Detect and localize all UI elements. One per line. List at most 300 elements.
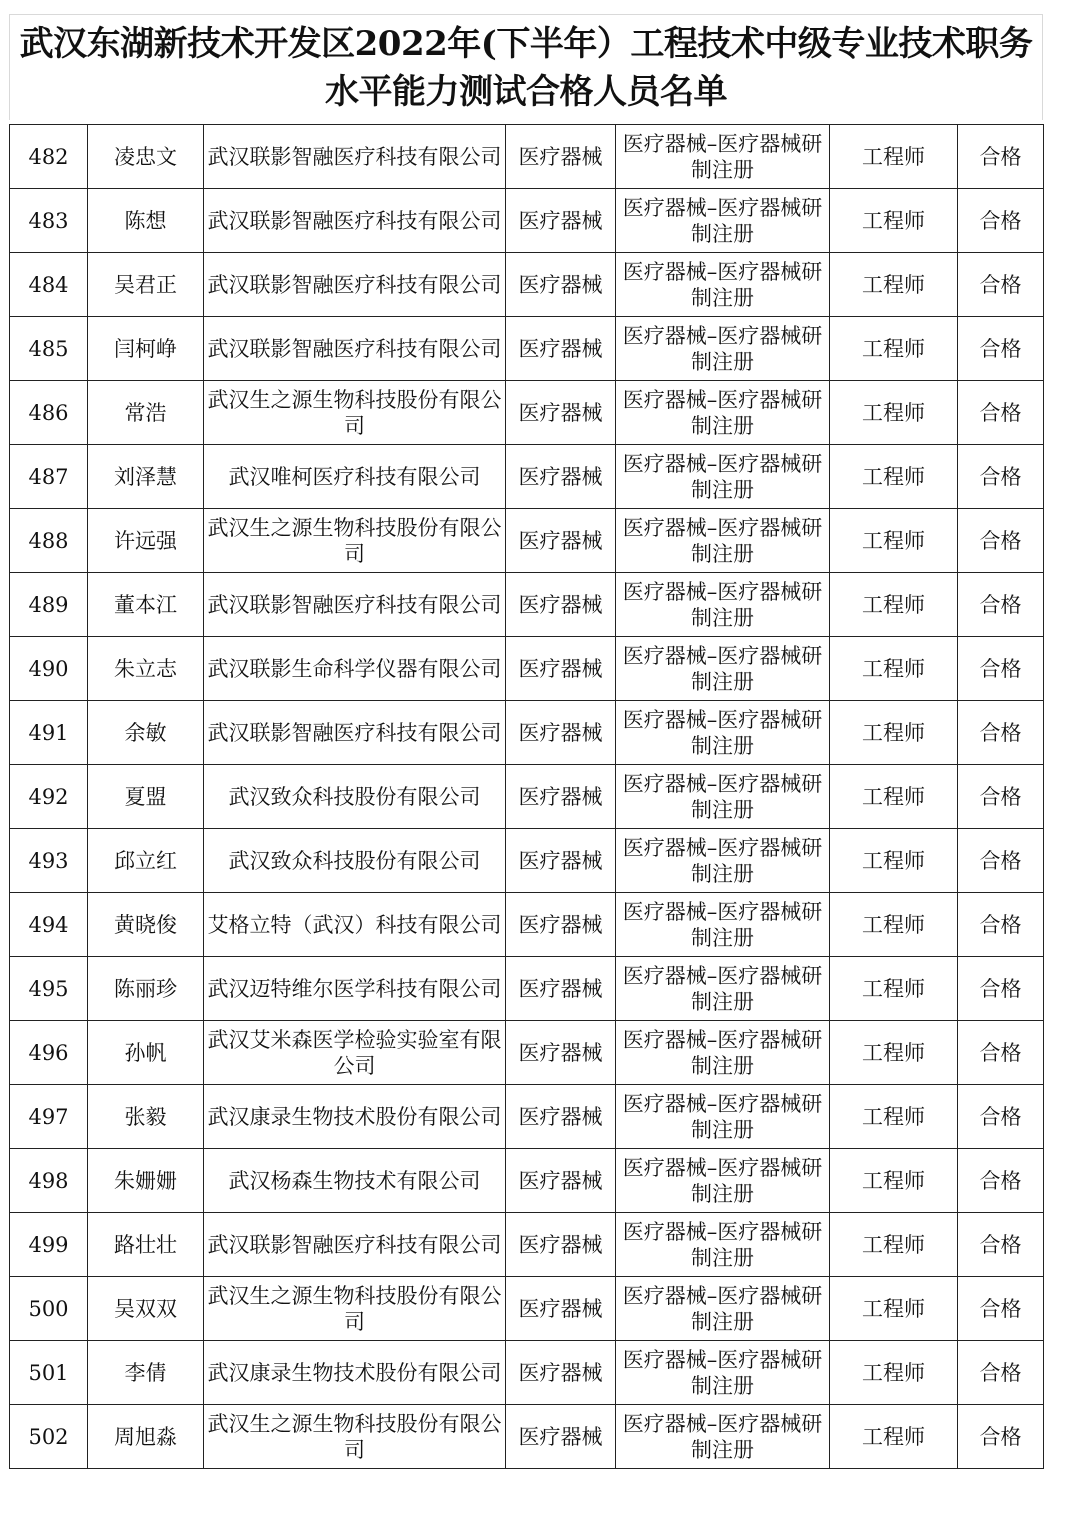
company-cell-text: 武汉致众科技股份有限公司 bbox=[228, 784, 481, 809]
job-title-cell-text: 工程师 bbox=[862, 528, 925, 553]
result-cell bbox=[958, 253, 1044, 317]
field-cell bbox=[506, 189, 616, 253]
field-cell bbox=[506, 381, 616, 445]
result-cell bbox=[958, 189, 1044, 253]
person-name-cell bbox=[88, 317, 204, 381]
result-cell-text: 合格 bbox=[979, 400, 1022, 425]
specialty-cell-text: 医疗器械–医疗器械研制注册 bbox=[622, 1219, 823, 1270]
company-cell bbox=[204, 253, 506, 317]
serial-number-cell bbox=[10, 573, 88, 637]
serial-number-cell-text: 491 bbox=[28, 720, 69, 745]
job-title-cell-text: 工程师 bbox=[862, 464, 925, 489]
specialty-cell bbox=[616, 829, 830, 893]
person-name-cell bbox=[88, 125, 204, 189]
serial-number-cell-text: 487 bbox=[28, 464, 69, 489]
result-cell-text: 合格 bbox=[979, 1232, 1022, 1257]
person-name-cell bbox=[88, 1149, 204, 1213]
result-cell-text: 合格 bbox=[979, 208, 1022, 233]
serial-number-cell-text: 486 bbox=[28, 400, 69, 425]
specialty-cell-text: 医疗器械–医疗器械研制注册 bbox=[622, 131, 823, 182]
field-cell bbox=[506, 573, 616, 637]
person-name-cell-text: 陈想 bbox=[124, 208, 167, 233]
company-cell-text: 武汉康录生物技术股份有限公司 bbox=[207, 1104, 502, 1129]
result-cell bbox=[958, 637, 1044, 701]
person-name-cell-text: 许远强 bbox=[114, 528, 177, 553]
person-name-cell-text: 吴双双 bbox=[114, 1296, 177, 1321]
person-name-cell bbox=[88, 1277, 204, 1341]
serial-number-cell-text: 501 bbox=[28, 1360, 69, 1385]
company-cell bbox=[204, 1405, 506, 1469]
specialty-cell-text: 医疗器械–医疗器械研制注册 bbox=[622, 1091, 823, 1142]
company-cell-text: 武汉唯柯医疗科技有限公司 bbox=[228, 464, 481, 489]
serial-number-cell-text: 490 bbox=[28, 656, 69, 681]
result-cell bbox=[958, 829, 1044, 893]
field-cell-text: 医疗器械 bbox=[518, 720, 603, 745]
specialty-cell-text: 医疗器械–医疗器械研制注册 bbox=[622, 771, 823, 822]
table-row bbox=[10, 1085, 1044, 1149]
table-row bbox=[10, 189, 1044, 253]
company-cell-text: 武汉联影智融医疗科技有限公司 bbox=[207, 208, 502, 233]
serial-number-cell-text: 495 bbox=[28, 976, 69, 1001]
field-cell-text: 医疗器械 bbox=[518, 1040, 603, 1065]
job-title-cell bbox=[830, 701, 958, 765]
job-title-cell bbox=[830, 317, 958, 381]
field-cell-text: 医疗器械 bbox=[518, 592, 603, 617]
serial-number-cell-text: 498 bbox=[28, 1168, 69, 1193]
job-title-cell bbox=[830, 125, 958, 189]
table-row bbox=[10, 1405, 1044, 1469]
specialty-cell bbox=[616, 1405, 830, 1469]
field-cell bbox=[506, 957, 616, 1021]
field-cell bbox=[506, 445, 616, 509]
result-cell-text: 合格 bbox=[979, 1104, 1022, 1129]
serial-number-cell-text: 484 bbox=[28, 272, 69, 297]
result-cell-text: 合格 bbox=[979, 1424, 1022, 1449]
job-title-cell-text: 工程师 bbox=[862, 912, 925, 937]
specialty-cell bbox=[616, 381, 830, 445]
person-name-cell bbox=[88, 765, 204, 829]
specialty-cell-text: 医疗器械–医疗器械研制注册 bbox=[622, 259, 823, 310]
specialty-cell-text: 医疗器械–医疗器械研制注册 bbox=[622, 1027, 823, 1078]
job-title-cell bbox=[830, 829, 958, 893]
result-cell-text: 合格 bbox=[979, 144, 1022, 169]
result-cell bbox=[958, 381, 1044, 445]
job-title-cell bbox=[830, 1213, 958, 1277]
field-cell-text: 医疗器械 bbox=[518, 912, 603, 937]
field-cell bbox=[506, 1277, 616, 1341]
company-cell bbox=[204, 509, 506, 573]
specialty-cell-text: 医疗器械–医疗器械研制注册 bbox=[622, 707, 823, 758]
serial-number-cell bbox=[10, 253, 88, 317]
field-cell bbox=[506, 317, 616, 381]
company-cell bbox=[204, 1149, 506, 1213]
company-cell-text: 武汉联影智融医疗科技有限公司 bbox=[207, 272, 502, 297]
person-name-cell-text: 邱立红 bbox=[114, 848, 177, 873]
person-name-cell-text: 张毅 bbox=[124, 1104, 167, 1129]
table-row bbox=[10, 1277, 1044, 1341]
result-cell bbox=[958, 893, 1044, 957]
table-row bbox=[10, 829, 1044, 893]
result-cell-text: 合格 bbox=[979, 848, 1022, 873]
person-name-cell bbox=[88, 1021, 204, 1085]
serial-number-cell bbox=[10, 445, 88, 509]
specialty-cell bbox=[616, 1277, 830, 1341]
job-title-cell bbox=[830, 1405, 958, 1469]
person-name-cell bbox=[88, 1213, 204, 1277]
field-cell bbox=[506, 509, 616, 573]
serial-number-cell bbox=[10, 509, 88, 573]
serial-number-cell-text: 488 bbox=[28, 528, 69, 553]
job-title-cell bbox=[830, 445, 958, 509]
serial-number-cell bbox=[10, 829, 88, 893]
job-title-cell-text: 工程师 bbox=[862, 1296, 925, 1321]
field-cell-text: 医疗器械 bbox=[518, 400, 603, 425]
specialty-cell bbox=[616, 253, 830, 317]
specialty-cell bbox=[616, 957, 830, 1021]
company-cell bbox=[204, 1021, 506, 1085]
serial-number-cell bbox=[10, 1277, 88, 1341]
specialty-cell bbox=[616, 509, 830, 573]
field-cell-text: 医疗器械 bbox=[518, 976, 603, 1001]
specialty-cell-text: 医疗器械–医疗器械研制注册 bbox=[622, 195, 823, 246]
result-cell bbox=[958, 701, 1044, 765]
table-row bbox=[10, 573, 1044, 637]
serial-number-cell bbox=[10, 893, 88, 957]
job-title-cell-text: 工程师 bbox=[862, 1360, 925, 1385]
serial-number-cell-text: 493 bbox=[28, 848, 69, 873]
specialty-cell bbox=[616, 125, 830, 189]
field-cell-text: 医疗器械 bbox=[518, 1168, 603, 1193]
person-name-cell bbox=[88, 1405, 204, 1469]
serial-number-cell bbox=[10, 317, 88, 381]
serial-number-cell bbox=[10, 701, 88, 765]
job-title-cell-text: 工程师 bbox=[862, 784, 925, 809]
specialty-cell bbox=[616, 1085, 830, 1149]
job-title-cell-text: 工程师 bbox=[862, 208, 925, 233]
specialty-cell bbox=[616, 765, 830, 829]
document-title bbox=[9, 14, 1043, 120]
job-title-cell-text: 工程师 bbox=[862, 400, 925, 425]
field-cell-text: 医疗器械 bbox=[518, 1424, 603, 1449]
result-cell bbox=[958, 1085, 1044, 1149]
table-row bbox=[10, 1149, 1044, 1213]
result-cell bbox=[958, 509, 1044, 573]
job-title-cell bbox=[830, 765, 958, 829]
company-cell-text: 武汉迈特维尔医学科技有限公司 bbox=[207, 976, 502, 1001]
specialty-cell-text: 医疗器械–医疗器械研制注册 bbox=[622, 963, 823, 1014]
field-cell-text: 医疗器械 bbox=[518, 336, 603, 361]
serial-number-cell bbox=[10, 1405, 88, 1469]
job-title-cell bbox=[830, 957, 958, 1021]
person-name-cell bbox=[88, 445, 204, 509]
specialty-cell bbox=[616, 445, 830, 509]
company-cell bbox=[204, 829, 506, 893]
table-row bbox=[10, 253, 1044, 317]
table-row bbox=[10, 1213, 1044, 1277]
table-body bbox=[10, 125, 1044, 1469]
result-cell-text: 合格 bbox=[979, 528, 1022, 553]
specialty-cell-text: 医疗器械–医疗器械研制注册 bbox=[622, 323, 823, 374]
job-title-cell-text: 工程师 bbox=[862, 1232, 925, 1257]
result-cell bbox=[958, 317, 1044, 381]
specialty-cell bbox=[616, 573, 830, 637]
result-cell bbox=[958, 573, 1044, 637]
company-cell-text: 武汉生之源生物科技股份有限公司 bbox=[207, 1411, 502, 1462]
title-line-2: 水平能力测试合格人员名单 bbox=[325, 71, 727, 112]
field-cell-text: 医疗器械 bbox=[518, 1296, 603, 1321]
company-cell-text: 武汉生之源生物科技股份有限公司 bbox=[207, 1283, 502, 1334]
result-cell bbox=[958, 125, 1044, 189]
company-cell-text: 武汉联影智融医疗科技有限公司 bbox=[207, 592, 502, 617]
serial-number-cell-text: 494 bbox=[28, 912, 69, 937]
result-cell bbox=[958, 1341, 1044, 1405]
company-cell bbox=[204, 189, 506, 253]
job-title-cell-text: 工程师 bbox=[862, 144, 925, 169]
person-name-cell-text: 夏盟 bbox=[124, 784, 167, 809]
company-cell-text: 艾格立特（武汉）科技有限公司 bbox=[207, 912, 502, 937]
company-cell bbox=[204, 701, 506, 765]
person-name-cell-text: 朱姗姗 bbox=[114, 1168, 177, 1193]
serial-number-cell bbox=[10, 381, 88, 445]
specialty-cell-text: 医疗器械–医疗器械研制注册 bbox=[622, 1283, 823, 1334]
specialty-cell bbox=[616, 189, 830, 253]
job-title-cell-text: 工程师 bbox=[862, 1040, 925, 1065]
serial-number-cell bbox=[10, 957, 88, 1021]
person-name-cell-text: 常浩 bbox=[124, 400, 167, 425]
table-row bbox=[10, 1341, 1044, 1405]
company-cell-text: 武汉联影智融医疗科技有限公司 bbox=[207, 1232, 502, 1257]
result-cell bbox=[958, 445, 1044, 509]
result-cell-text: 合格 bbox=[979, 336, 1022, 361]
serial-number-cell bbox=[10, 189, 88, 253]
field-cell bbox=[506, 1405, 616, 1469]
company-cell-text: 武汉生之源生物科技股份有限公司 bbox=[207, 387, 502, 438]
field-cell bbox=[506, 1213, 616, 1277]
job-title-cell bbox=[830, 1277, 958, 1341]
company-cell-text: 武汉联影智融医疗科技有限公司 bbox=[207, 720, 502, 745]
person-name-cell-text: 吴君正 bbox=[114, 272, 177, 297]
specialty-cell-text: 医疗器械–医疗器械研制注册 bbox=[622, 1155, 823, 1206]
company-cell bbox=[204, 573, 506, 637]
company-cell bbox=[204, 1341, 506, 1405]
result-cell-text: 合格 bbox=[979, 464, 1022, 489]
table-row bbox=[10, 381, 1044, 445]
person-name-cell bbox=[88, 1085, 204, 1149]
person-name-cell-text: 周旭淼 bbox=[114, 1424, 177, 1449]
person-name-cell bbox=[88, 957, 204, 1021]
specialty-cell bbox=[616, 1149, 830, 1213]
specialty-cell bbox=[616, 637, 830, 701]
person-name-cell-text: 黄晓俊 bbox=[114, 912, 177, 937]
result-cell-text: 合格 bbox=[979, 1360, 1022, 1385]
table-row bbox=[10, 893, 1044, 957]
table-row bbox=[10, 1021, 1044, 1085]
company-cell bbox=[204, 317, 506, 381]
serial-number-cell bbox=[10, 1021, 88, 1085]
company-cell bbox=[204, 1277, 506, 1341]
serial-number-cell-text: 502 bbox=[28, 1424, 69, 1449]
person-name-cell bbox=[88, 509, 204, 573]
person-name-cell-text: 路壮壮 bbox=[114, 1232, 177, 1257]
job-title-cell-text: 工程师 bbox=[862, 1168, 925, 1193]
field-cell bbox=[506, 765, 616, 829]
job-title-cell-text: 工程师 bbox=[862, 592, 925, 617]
serial-number-cell-text: 482 bbox=[28, 144, 69, 169]
result-cell-text: 合格 bbox=[979, 784, 1022, 809]
field-cell bbox=[506, 1149, 616, 1213]
table-row bbox=[10, 637, 1044, 701]
field-cell bbox=[506, 829, 616, 893]
job-title-cell-text: 工程师 bbox=[862, 1424, 925, 1449]
result-cell-text: 合格 bbox=[979, 976, 1022, 1001]
person-name-cell bbox=[88, 701, 204, 765]
company-cell bbox=[204, 125, 506, 189]
result-cell bbox=[958, 1405, 1044, 1469]
result-cell-text: 合格 bbox=[979, 272, 1022, 297]
serial-number-cell-text: 496 bbox=[28, 1040, 69, 1065]
serial-number-cell-text: 500 bbox=[28, 1296, 69, 1321]
person-name-cell bbox=[88, 381, 204, 445]
person-name-cell-text: 凌忠文 bbox=[114, 144, 177, 169]
person-name-cell-text: 朱立志 bbox=[114, 656, 177, 681]
company-cell bbox=[204, 637, 506, 701]
job-title-cell bbox=[830, 573, 958, 637]
person-name-cell bbox=[88, 893, 204, 957]
job-title-cell-text: 工程师 bbox=[862, 976, 925, 1001]
result-cell bbox=[958, 957, 1044, 1021]
field-cell-text: 医疗器械 bbox=[518, 1104, 603, 1129]
person-name-cell-text: 孙帆 bbox=[124, 1040, 167, 1065]
person-name-cell-text: 余敏 bbox=[124, 720, 167, 745]
job-title-cell bbox=[830, 189, 958, 253]
result-cell-text: 合格 bbox=[979, 720, 1022, 745]
job-title-cell bbox=[830, 509, 958, 573]
serial-number-cell-text: 483 bbox=[28, 208, 69, 233]
company-cell-text: 武汉生之源生物科技股份有限公司 bbox=[207, 515, 502, 566]
company-cell-text: 武汉艾米森医学检验实验室有限公司 bbox=[207, 1027, 502, 1078]
result-cell bbox=[958, 1149, 1044, 1213]
person-name-cell bbox=[88, 253, 204, 317]
result-cell-text: 合格 bbox=[979, 656, 1022, 681]
serial-number-cell-text: 485 bbox=[28, 336, 69, 361]
result-cell-text: 合格 bbox=[979, 912, 1022, 937]
person-name-cell-text: 闫柯峥 bbox=[114, 336, 177, 361]
serial-number-cell-text: 499 bbox=[28, 1232, 69, 1257]
person-name-cell-text: 李倩 bbox=[124, 1360, 167, 1385]
serial-number-cell bbox=[10, 765, 88, 829]
company-cell-text: 武汉杨森生物技术有限公司 bbox=[228, 1168, 481, 1193]
job-title-cell bbox=[830, 1085, 958, 1149]
result-cell-text: 合格 bbox=[979, 1168, 1022, 1193]
table-row bbox=[10, 317, 1044, 381]
field-cell-text: 医疗器械 bbox=[518, 272, 603, 297]
serial-number-cell bbox=[10, 637, 88, 701]
job-title-cell bbox=[830, 893, 958, 957]
company-cell bbox=[204, 445, 506, 509]
specialty-cell-text: 医疗器械–医疗器械研制注册 bbox=[622, 387, 823, 438]
company-cell bbox=[204, 1213, 506, 1277]
person-name-cell bbox=[88, 1341, 204, 1405]
job-title-cell-text: 工程师 bbox=[862, 656, 925, 681]
person-name-cell bbox=[88, 189, 204, 253]
table-row bbox=[10, 701, 1044, 765]
field-cell bbox=[506, 1085, 616, 1149]
field-cell bbox=[506, 637, 616, 701]
field-cell bbox=[506, 701, 616, 765]
person-name-cell-text: 董本江 bbox=[114, 592, 177, 617]
result-cell bbox=[958, 1213, 1044, 1277]
table-row bbox=[10, 509, 1044, 573]
serial-number-cell-text: 497 bbox=[28, 1104, 69, 1129]
specialty-cell-text: 医疗器械–医疗器械研制注册 bbox=[622, 899, 823, 950]
job-title-cell-text: 工程师 bbox=[862, 848, 925, 873]
person-name-cell bbox=[88, 637, 204, 701]
company-cell bbox=[204, 1085, 506, 1149]
title-line-1: 武汉东湖新技术开发区2022年(下半年）工程技术中级专业技术职务 bbox=[19, 23, 1033, 64]
specialty-cell-text: 医疗器械–医疗器械研制注册 bbox=[622, 643, 823, 694]
field-cell-text: 医疗器械 bbox=[518, 784, 603, 809]
company-cell bbox=[204, 957, 506, 1021]
job-title-cell-text: 工程师 bbox=[862, 272, 925, 297]
job-title-cell-text: 工程师 bbox=[862, 1104, 925, 1129]
serial-number-cell bbox=[10, 125, 88, 189]
qualified-personnel-table bbox=[9, 124, 1044, 1469]
company-cell bbox=[204, 765, 506, 829]
person-name-cell bbox=[88, 573, 204, 637]
serial-number-cell bbox=[10, 1213, 88, 1277]
result-cell-text: 合格 bbox=[979, 1296, 1022, 1321]
job-title-cell bbox=[830, 1021, 958, 1085]
field-cell bbox=[506, 125, 616, 189]
job-title-cell bbox=[830, 381, 958, 445]
job-title-cell bbox=[830, 1341, 958, 1405]
company-cell-text: 武汉致众科技股份有限公司 bbox=[228, 848, 481, 873]
specialty-cell-text: 医疗器械–医疗器械研制注册 bbox=[622, 1347, 823, 1398]
field-cell-text: 医疗器械 bbox=[518, 1232, 603, 1257]
company-cell-text: 武汉联影智融医疗科技有限公司 bbox=[207, 336, 502, 361]
specialty-cell-text: 医疗器械–医疗器械研制注册 bbox=[622, 579, 823, 630]
job-title-cell bbox=[830, 253, 958, 317]
company-cell bbox=[204, 381, 506, 445]
result-cell-text: 合格 bbox=[979, 1040, 1022, 1065]
field-cell bbox=[506, 1021, 616, 1085]
job-title-cell bbox=[830, 637, 958, 701]
specialty-cell bbox=[616, 1021, 830, 1085]
field-cell-text: 医疗器械 bbox=[518, 1360, 603, 1385]
serial-number-cell-text: 492 bbox=[28, 784, 69, 809]
field-cell bbox=[506, 1341, 616, 1405]
person-name-cell bbox=[88, 829, 204, 893]
company-cell-text: 武汉康录生物技术股份有限公司 bbox=[207, 1360, 502, 1385]
table-row bbox=[10, 765, 1044, 829]
serial-number-cell bbox=[10, 1149, 88, 1213]
specialty-cell-text: 医疗器械–医疗器械研制注册 bbox=[622, 1411, 823, 1462]
result-cell bbox=[958, 1021, 1044, 1085]
table-row bbox=[10, 445, 1044, 509]
field-cell-text: 医疗器械 bbox=[518, 464, 603, 489]
field-cell-text: 医疗器械 bbox=[518, 144, 603, 169]
table-row bbox=[10, 125, 1044, 189]
company-cell-text: 武汉联影智融医疗科技有限公司 bbox=[207, 144, 502, 169]
job-title-cell bbox=[830, 1149, 958, 1213]
specialty-cell bbox=[616, 893, 830, 957]
person-name-cell-text: 陈丽珍 bbox=[114, 976, 177, 1001]
serial-number-cell-text: 489 bbox=[28, 592, 69, 617]
specialty-cell bbox=[616, 317, 830, 381]
job-title-cell-text: 工程师 bbox=[862, 336, 925, 361]
company-cell bbox=[204, 893, 506, 957]
specialty-cell-text: 医疗器械–医疗器械研制注册 bbox=[622, 451, 823, 502]
